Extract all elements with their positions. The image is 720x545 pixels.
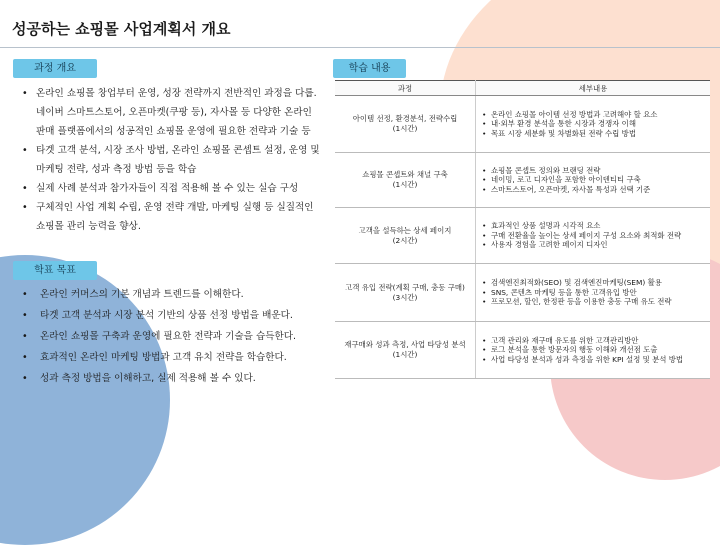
detail-item: • 로그 분석을 통한 방문자의 행동 이해와 개선점 도출: [482, 345, 706, 355]
course-cell: [335, 208, 476, 264]
goal-item: • 온라인 커머스의 기본 개념과 트렌드를 이해한다.: [22, 284, 322, 305]
table-row: [335, 96, 710, 153]
detail-cell: [476, 264, 711, 322]
goal-item: • 성과 측정 방법을 이해하고, 실제 적용해 볼 수 있다.: [22, 368, 322, 389]
table-row: [335, 322, 710, 379]
curriculum-table: [335, 80, 710, 379]
detail-item: • SNS, 콘텐츠 마케팅 등을 통한 고객유입 방안: [482, 288, 706, 298]
detail-item: • 쇼핑몰 콘셉트 정의와 브랜딩 전략: [482, 166, 706, 176]
detail-item: • 내·외부 환경 분석을 통한 시장과 경쟁자 이해: [482, 119, 706, 129]
detail-item: • 온라인 쇼핑몰 아이템 선정 방법과 고려해야 할 요소: [482, 110, 706, 120]
course-title: 재구매와 성과 측정, 사업 타당성 분석: [344, 340, 466, 349]
course-hours: (1시간): [392, 350, 418, 359]
overview-item: • 실제 사례 분석과 참가자들이 직접 적용해 볼 수 있는 실습 구성: [22, 179, 322, 198]
table-row: [335, 208, 710, 264]
title-divider: [0, 47, 720, 48]
course-title: 아이템 선정, 환경분석, 전략수립: [352, 114, 458, 123]
course-hours: (1시간): [392, 124, 418, 133]
overview-label: 과정 개요: [13, 59, 97, 78]
course-cell: [335, 322, 476, 379]
goals-label: 학표 목표: [13, 261, 97, 280]
course-hours: (1시간): [392, 180, 418, 189]
goal-item: • 효과적인 온라인 마케팅 방법과 고객 유치 전략을 학습한다.: [22, 347, 322, 368]
detail-item: • 네이밍, 로고 디자인을 포함한 아이덴티티 구축: [482, 175, 706, 185]
table-row: [335, 264, 710, 322]
detail-item: • 사용자 경험을 고려한 페이지 디자인: [482, 240, 706, 250]
course-cell: [335, 264, 476, 322]
course-cell: [335, 153, 476, 208]
table-header-row: [335, 81, 710, 96]
course-hours: (2시간): [392, 235, 418, 245]
detail-item: • 사업 타당성 분석과 성과 측정을 위한 KPI 설정 및 분석 방법: [482, 355, 706, 365]
detail-item: • 고객 관리와 재구매 유도를 위한 고객관리방안: [482, 336, 706, 346]
slide-title: 성공하는 쇼핑몰 사업계획서 개요: [12, 20, 231, 38]
detail-item: • 목표 시장 세분화 및 차별화된 전략 수립 방법: [482, 129, 706, 139]
course-title: 쇼핑몰 콘셉트와 채널 구축: [362, 170, 448, 179]
content-label: 학습 내용: [333, 59, 406, 78]
detail-item: • 스마트스토어, 오픈마켓, 자사몰 특성과 선택 기준: [482, 185, 706, 195]
goals-list: [22, 284, 322, 389]
goal-item: • 타겟 고객 분석과 시장 분석 기반의 상품 선정 방법을 배운다.: [22, 305, 322, 326]
overview-item: • 온라인 쇼핑몰 창업부터 운영, 성장 전략까지 전반적인 과정을 다룹. 네이버 스마트스토어, 오픈마켓(쿠팡 등), 자사몰 등 다양한 온라인 판매 플랫폼에서의 성공적인 쇼핑몰 운영에 필요한 전략과 기술 등: [22, 84, 322, 141]
detail-cell: [476, 322, 711, 379]
course-cell: [335, 96, 476, 153]
detail-cell: [476, 96, 711, 153]
detail-item: • 검색엔진최적화(SEO) 및 검색엔진마케팅(SEM) 활용: [482, 278, 706, 288]
table-row: [335, 153, 710, 208]
course-title: 고객 유입 전략(계획 구매, 충동 구매): [345, 282, 465, 292]
header-course: 과정: [335, 81, 476, 96]
detail-cell: [476, 153, 711, 208]
detail-item: • 효과적인 상품 설명과 시각적 요소: [482, 221, 706, 231]
course-hours: (3시간): [392, 292, 418, 302]
course-title: 고객을 설득하는 상세 페이지: [358, 225, 452, 235]
overview-item: • 구체적인 사업 계획 수립, 운영 전략 개발, 마케팅 실행 등 실질적인 쇼핑몰 관리 능력을 향상.: [22, 198, 322, 236]
detail-cell: [476, 208, 711, 264]
overview-item: • 타겟 고객 분석, 시장 조사 방법, 온라인 쇼핑몰 콘셉트 설정, 운영 및 마케팅 전략, 성과 측정 방법 등을 학습: [22, 141, 322, 179]
detail-item: • 프로모션, 할인, 한정판 등을 이용한 충동 구매 유도 전략: [482, 297, 706, 307]
goal-item: • 온라인 쇼핑몰 구축과 운영에 필요한 전략과 기술을 습득한다.: [22, 326, 322, 347]
overview-list: [22, 84, 322, 236]
header-detail: 세부내용: [476, 81, 711, 96]
detail-item: • 구매 전환율을 높이는 상세 페이지 구성 요소와 최적화 전략: [482, 231, 706, 241]
